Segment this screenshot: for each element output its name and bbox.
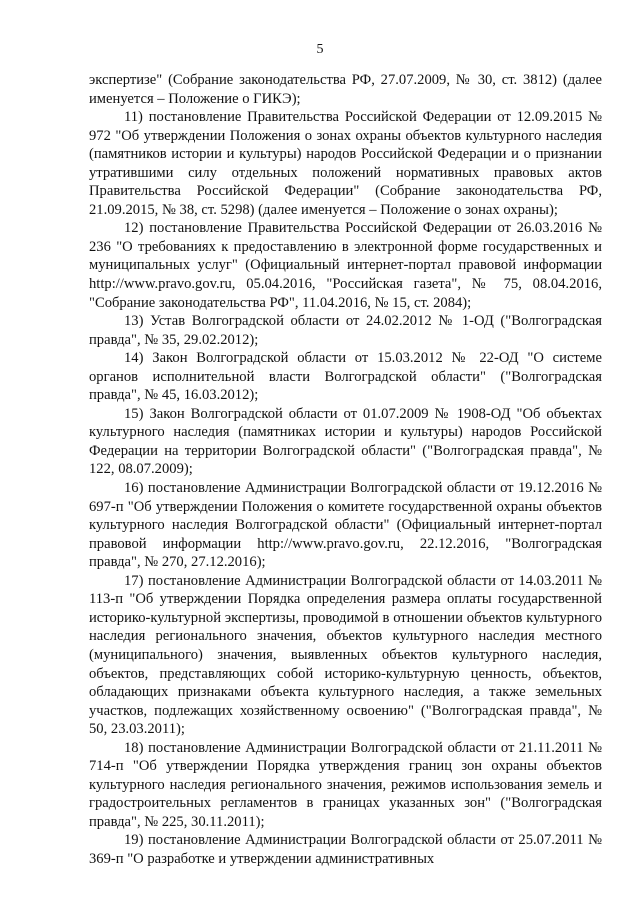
- list-item-17: [89, 572, 602, 739]
- item-number: 11): [124, 109, 143, 126]
- list-item-11: [89, 108, 602, 219]
- list-item-13: [89, 312, 602, 349]
- item-text: постановление Администрации Волгоградской области от 21.11.2011 № 714-п "Об утверждении Порядка утверждения границ зон охраны объектов культурного наследия регионального значения, режимов использования земель и градостроительных регламентов в границах указанных зон" ("Волгоградская правда", № 225, 30.11.2011);: [89, 739, 602, 830]
- list-item-18: [89, 739, 602, 832]
- paragraph-text: экспертизе" (Собрание законодательства РФ, 27.07.2009, № 30, ст. 3812) (далее именуется – Положение о ГИКЭ);: [89, 72, 602, 107]
- item-number: 18): [124, 739, 144, 756]
- item-text: постановление Администрации Волгоградской области от 14.03.2011 № 113-п "Об утверждении Порядка определения размера оплаты государственной историко-культурной экспертизы, проводимой в отношении объектов культурного наследия регионального значения, объектов культурного наследия местного (муниципального) значения, выявленных объектов культурного наследия, объектов, представляющих собой историко-культурную ценность, объектов, обладающих признаками объекта культурного наследия, а также земельных участков, подлежащих хозяйственному освоению" ("Волгоградская правда", № 50, 23.03.2011);: [89, 572, 602, 738]
- document-body: [89, 71, 602, 869]
- list-item-19: [89, 831, 602, 868]
- item-number: 15): [124, 405, 144, 422]
- item-number: 19): [124, 832, 144, 849]
- list-item-12: [89, 219, 602, 312]
- item-number: 12): [124, 220, 144, 237]
- item-text: постановление Администрации Волгоградской области от 25.07.2011 № 369-п "О разработке и утверждении административных: [89, 832, 602, 867]
- item-text: Устав Волгоградской области от 24.02.2012 № 1-ОД ("Волгоградская правда", № 35, 29.02.2012);: [89, 313, 602, 348]
- item-text: постановление Администрации Волгоградской области от 19.12.2016 № 697-п "Об утверждении Положения о комитете государственной охраны объектов культурного наследия Волгоградской области" (Официальный интернет-портал правовой информации http://www.pravo.gov.ru, 22.12.2016, "Волгоградская правда", № 270, 27.12.2016);: [89, 480, 603, 571]
- item-text: Закон Волгоградской области от 15.03.2012 № 22-ОД "О системе органов исполнительной власти Волгоградской области" ("Волгоградская правда", № 45, 16.03.2012);: [89, 350, 602, 404]
- item-number: 16): [124, 480, 144, 497]
- paragraph-continuation: [89, 71, 602, 108]
- item-number: 17): [124, 572, 144, 589]
- item-number: 13): [124, 313, 144, 330]
- item-text: Закон Волгоградской области от 01.07.2009 № 1908-ОД "Об объектах культурного наследия (памятниках истории и культуры) народов Российской Федерации на территории Волгоградской области" ("Волгоградская правда", № 122, 08.07.2009);: [89, 405, 603, 478]
- list-item-16: [89, 479, 602, 572]
- item-number: 14): [124, 350, 144, 367]
- item-text: постановление Правительства Российской Федерации от 12.09.2015 № 972 "Об утверждении Положения о зонах охраны объектов культурного наследия (памятников истории и культуры) народов Российской Федерации и о признании утратившими силу отдельных положений нормативных правовых актов Правительства Российской Федерации" (Собрание законодательства РФ, 21.09.2015, № 38, ст. 5298) (далее именуется – Положение о зонах охраны);: [89, 109, 602, 218]
- list-item-15: [89, 405, 602, 479]
- item-text: постановление Правительства Российской Федерации от 26.03.2016 № 236 "О требованиях к предоставлению в электронной форме государственных и муниципальных услуг" (Официальный интернет-портал правовой информации http://www.pravo.gov.ru, 05.04.2016, "Российская газета", № 75, 08.04.2016, "Собрание законодательства РФ", 11.04.2016, № 15, ст. 2084);: [89, 220, 602, 311]
- list-item-14: [89, 349, 602, 405]
- page-number: 5: [316, 42, 324, 57]
